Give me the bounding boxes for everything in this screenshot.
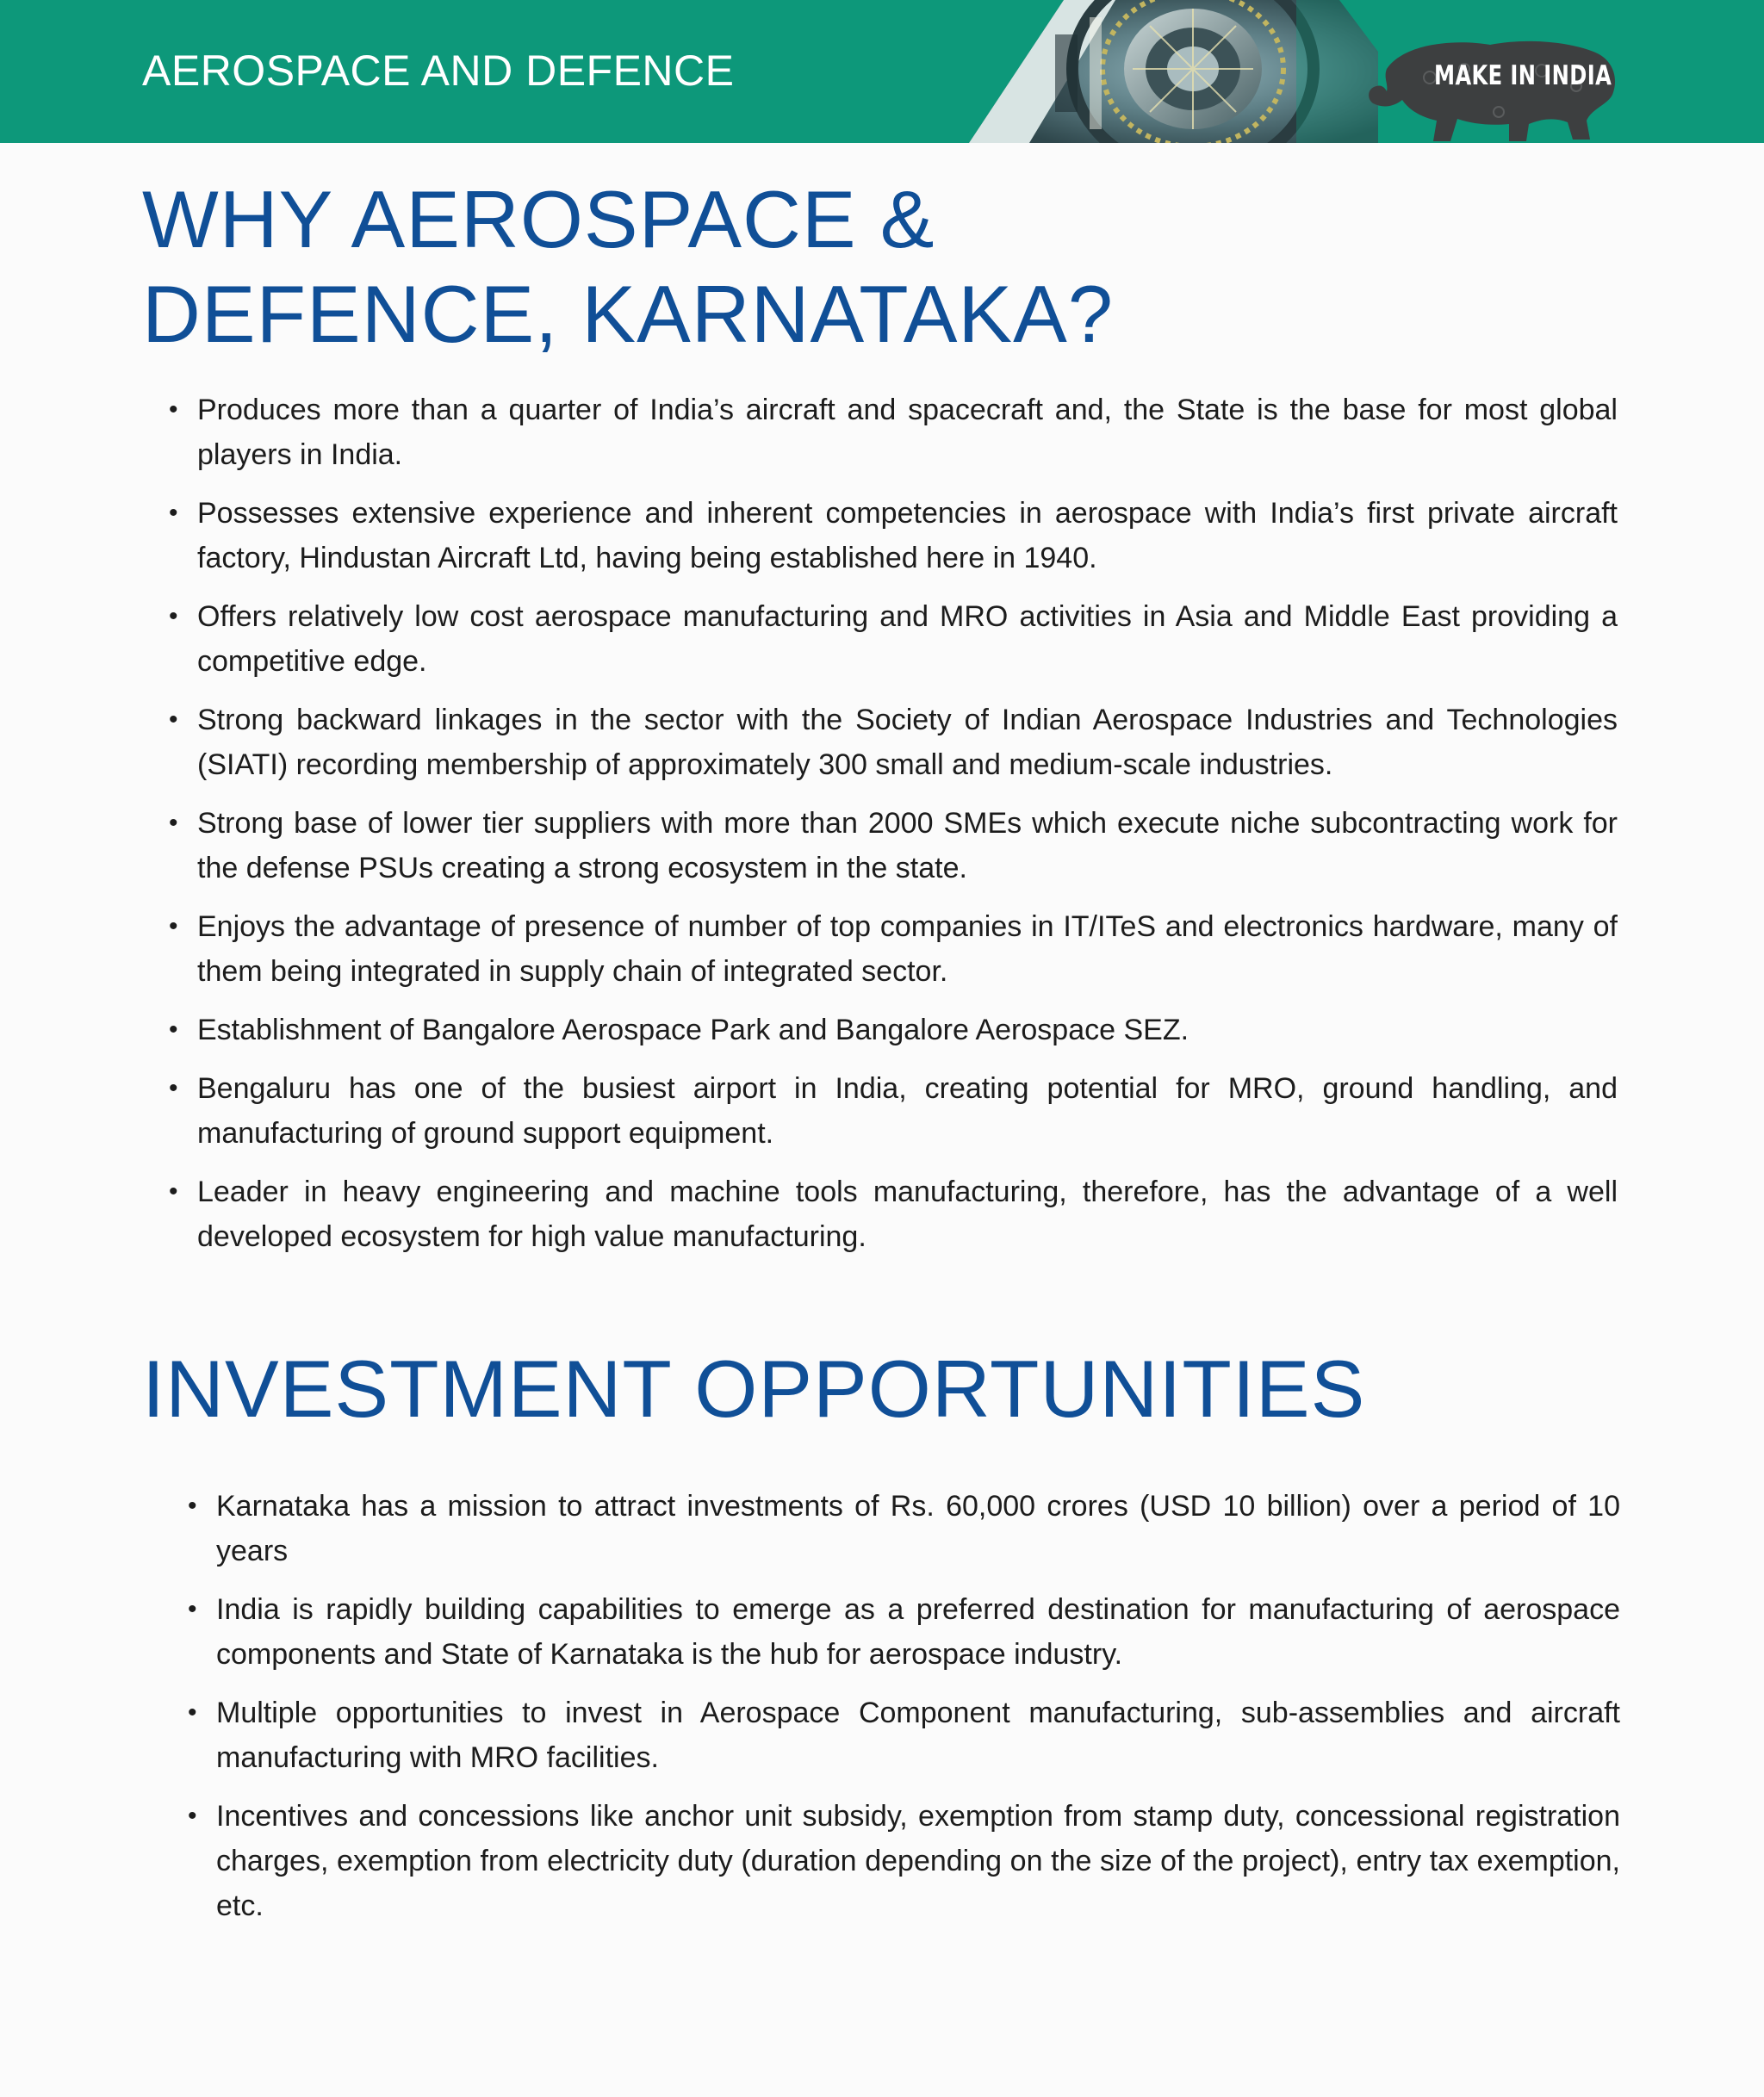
list-item-text: Produces more than a quarter of India’s aircraft and spacecraft and, the State is the base for most global players in India. [197, 394, 1618, 471]
jet-engine-image [935, 0, 1378, 143]
bullet-dot-icon: • [169, 1015, 178, 1044]
list-item-text: Offers relatively low cost aerospace manufacturing and MRO activities in Asia and Middle East providing a competitive edge. [197, 600, 1618, 678]
bullet-dot-icon: • [188, 1698, 197, 1727]
bullet-dot-icon: • [169, 912, 178, 940]
list-item [169, 388, 1618, 477]
bullet-dot-icon: • [169, 705, 178, 734]
bullet-dot-icon: • [169, 395, 178, 424]
list-item-text: Strong base of lower tier suppliers with more than 2000 SMEs which execute niche subcontracting work for the defense PSUs creating a strong ecosystem in the state. [197, 807, 1618, 884]
why-section-title: WHY AEROSPACE & DEFENCE, KARNATAKA? [142, 174, 1115, 359]
list-item-text: Establishment of Bangalore Aerospace Park and Bangalore Aerospace SEZ. [197, 1014, 1189, 1046]
list-item [169, 594, 1618, 684]
bullet-dot-icon: • [169, 1074, 178, 1102]
why-bullet-list [169, 388, 1618, 1273]
investment-bullet-list [188, 1484, 1620, 1942]
list-item [169, 1008, 1618, 1052]
list-item [188, 1484, 1620, 1573]
list-item-text: India is rapidly building capabilities to emerge as a preferred destination for manufacturing of aerospace components and State of Karnataka is the hub for aerospace industry. [216, 1593, 1620, 1671]
list-item [169, 491, 1618, 580]
list-item [169, 801, 1618, 890]
list-item-text: Bengaluru has one of the busiest airport in India, creating potential for MRO, ground handling, and manufacturing of ground support equipment. [197, 1072, 1618, 1150]
header-band [0, 0, 1764, 143]
list-item [188, 1587, 1620, 1677]
bullet-dot-icon: • [188, 1492, 197, 1520]
list-item-text: Possesses extensive experience and inherent competencies in aerospace with India’s first private aircraft factory, Hindustan Aircraft Ltd, having being established here in 1940. [197, 497, 1618, 574]
bullet-dot-icon: • [188, 1802, 197, 1830]
list-item-text: Leader in heavy engineering and machine tools manufacturing, therefore, has the advantage of a well developed ecosystem for high value manufacturing. [197, 1176, 1618, 1253]
list-item [169, 698, 1618, 787]
list-item-text: Enjoys the advantage of presence of number of top companies in IT/ITeS and electronics hardware, many of them being integrated in supply chain of integrated sector. [197, 910, 1618, 988]
investment-section-title: INVESTMENT OPPORTUNITIES [142, 1343, 1366, 1434]
list-item-text: Strong backward linkages in the sector with the Society of Indian Aerospace Industries and Technologies (SIATI) recording membership of approximately 300 small and medium-scale industries. [197, 704, 1618, 781]
list-item-text: Multiple opportunities to invest in Aerospace Component manufacturing, sub-assemblies and aircraft manufacturing with MRO facilities. [216, 1697, 1620, 1774]
list-item-text: Karnataka has a mission to attract investments of Rs. 60,000 crores (USD 10 billion) over a period of 10 years [216, 1490, 1620, 1567]
bullet-dot-icon: • [188, 1595, 197, 1623]
list-item-text: Incentives and concessions like anchor unit subsidy, exemption from stamp duty, concessional registration charges, exemption from electricity duty (duration depending on the size of the project), entry tax exemption, etc. [216, 1800, 1620, 1922]
list-item [188, 1691, 1620, 1780]
section-label: AEROSPACE AND DEFENCE [142, 47, 735, 95]
bullet-dot-icon: • [169, 602, 178, 630]
bullet-dot-icon: • [169, 499, 178, 527]
list-item [169, 904, 1618, 994]
list-item [169, 1066, 1618, 1156]
bullet-dot-icon: • [169, 1177, 178, 1206]
list-item [169, 1169, 1618, 1259]
make-in-india-logo-text: MAKE IN INDIA [1434, 60, 1612, 91]
list-item [188, 1794, 1620, 1928]
bullet-dot-icon: • [169, 809, 178, 837]
